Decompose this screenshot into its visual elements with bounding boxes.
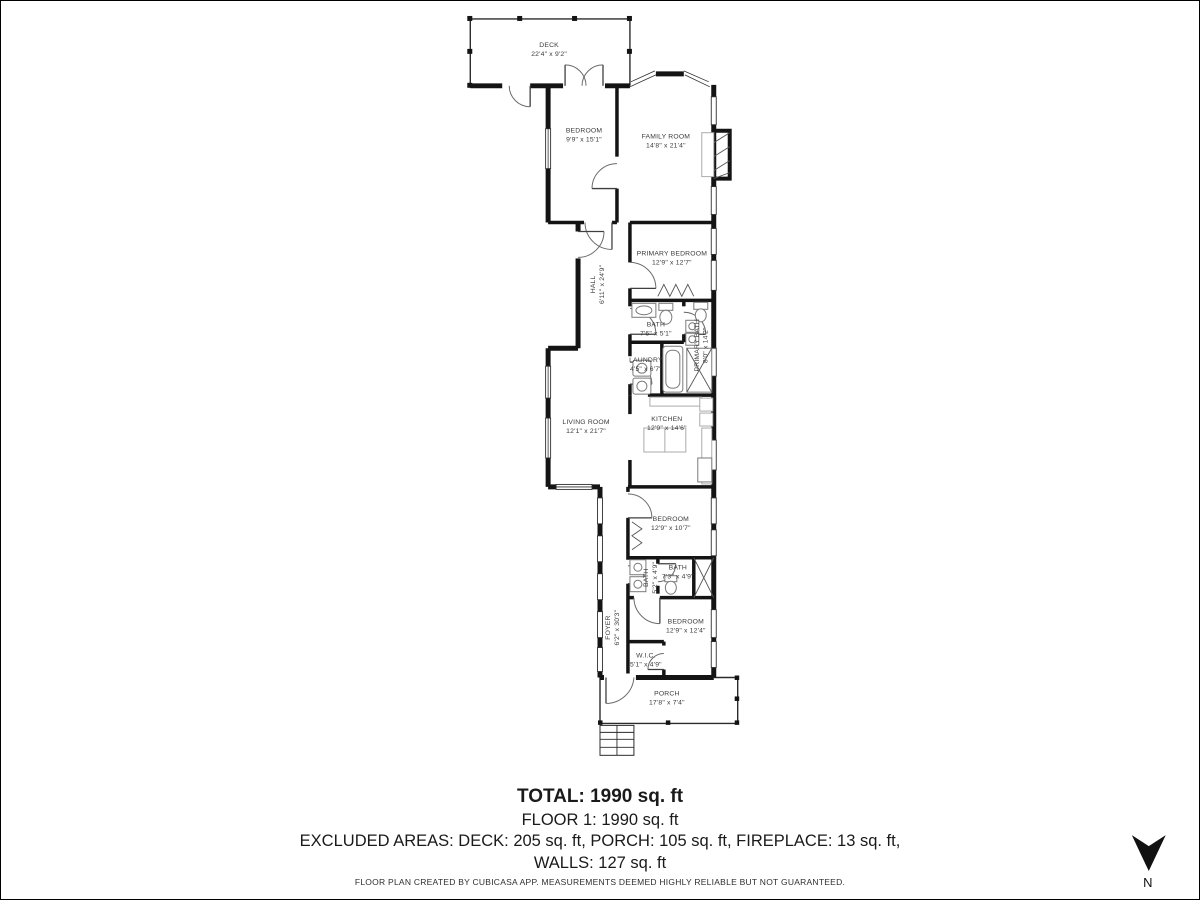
area-summary <box>1 785 1199 874</box>
summary-floor: FLOOR 1: 1990 sq. ft <box>521 810 679 829</box>
room-label-hall: HALL <box>590 275 598 294</box>
room-dims-bath-upper: 7'6" x 5'1" <box>639 330 672 338</box>
room-label-living-room: LIVING ROOM <box>562 419 610 427</box>
summary-walls: WALLS: 127 sq. ft <box>533 853 667 872</box>
room-label-family-room: FAMILY ROOM <box>641 133 691 141</box>
room-label-bedroom-top: BEDROOM <box>565 127 603 135</box>
room-dims-bath-small: 5'2" x 4'9" <box>651 561 659 594</box>
room-label-primary-bedroom: PRIMARY BEDROOM <box>636 250 708 258</box>
room-label-primary-bath: PRIMARY BATH <box>693 319 701 372</box>
room-dims-bath-lower: 7'3" x 4'9" <box>661 573 694 581</box>
room-dims-living-room: 12'1" x 21'7" <box>566 428 606 436</box>
wall-openings <box>502 82 688 682</box>
compass-north-label: N <box>1143 875 1153 891</box>
room-label-bath-lower: BATH <box>668 564 687 572</box>
room-label-wic: W.I.C. <box>636 652 656 660</box>
room-label-kitchen: KITCHEN <box>651 416 683 424</box>
room-label-bath-upper: BATH <box>646 321 666 329</box>
porch-stairs <box>600 725 634 755</box>
room-dims-family-room: 14'8" x 21'4" <box>646 142 686 150</box>
room-dims-foyer: 6'2" x 30'3" <box>613 609 621 646</box>
room-label-bedroom-bottom: BEDROOM <box>667 618 704 626</box>
room-dims-primary-bedroom: 12'9" x 12'7" <box>651 259 692 267</box>
room-label-porch: PORCH <box>654 690 680 698</box>
room-dims-bedroom-top: 9'9" x 15'1" <box>566 136 602 144</box>
summary-total: TOTAL: 1990 sq. ft <box>516 786 684 807</box>
disclaimer-text: FLOOR PLAN CREATED BY CUBICASA APP. MEASUREMENTS DEEMED HIGHLY RELIABLE BUT NOT GUARANTEED. <box>354 877 846 887</box>
room-dims-bedroom-bottom: 12'9" x 12'4" <box>665 627 706 635</box>
room-dims-porch: 17'8" x 7'4" <box>648 699 685 707</box>
summary-excluded: EXCLUDED AREAS: DECK: 205 sq. ft, PORCH: 105 sq. ft, FIREPLACE: 13 sq. ft, <box>299 832 901 851</box>
room-dims-bedroom-mid: 12'9" x 10'7" <box>650 524 691 532</box>
room-dims-wic: 5'1" x 4'9" <box>630 661 662 669</box>
room-label-bedroom-mid: BEDROOM <box>652 515 690 523</box>
room-dims-hall: 6'11" x 24'9" <box>598 264 606 304</box>
room-dims-laundry: 4'5" x 6'7" <box>630 366 662 374</box>
room-label-laundry: LAUNDRY <box>629 357 663 365</box>
room-dims-kitchen: 12'9" x 14'6" <box>646 425 687 433</box>
kitchen-fixtures <box>644 397 713 484</box>
room-label-foyer: FOYER <box>604 615 612 640</box>
room-dims-primary-bath: 8'0" x 14'2" <box>702 327 710 364</box>
room-label-deck: DECK <box>539 41 559 49</box>
room-dims-deck: 22'4" x 9'2" <box>531 50 567 58</box>
room-label-bath-small: BATH <box>642 568 650 587</box>
floor-plan-drawing <box>1 1 1199 899</box>
